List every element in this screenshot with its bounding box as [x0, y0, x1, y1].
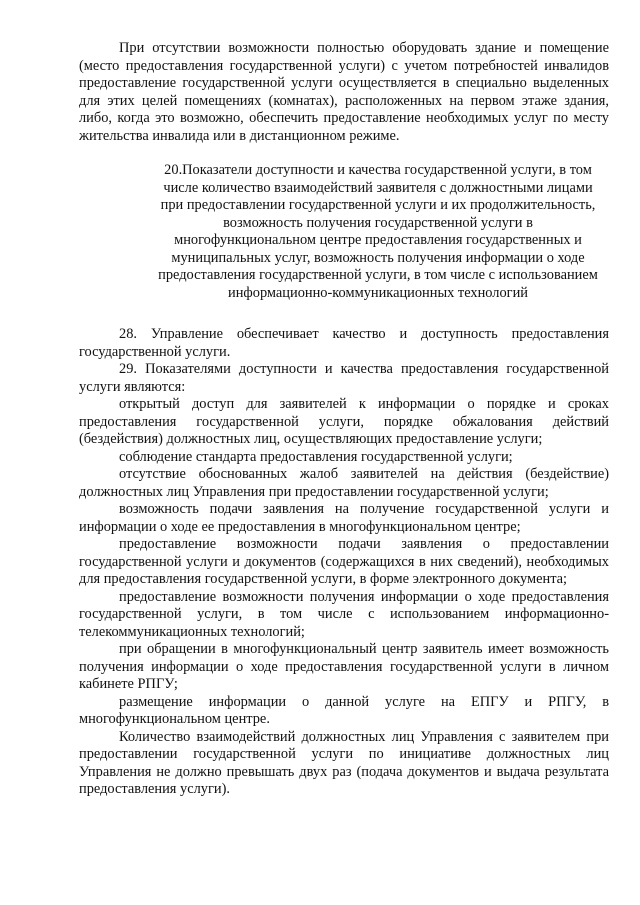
list-item: предоставление возможности получения информации о ходе предоставления государственной услуги, в том числе с использованием информационно-телекоммуникационных технологий;	[79, 588, 609, 640]
list-item: размещение информации о данной услуге на ЕПГУ и РПГУ, в многофункциональном центре.	[79, 693, 609, 727]
list-item: открытый доступ для заявителей к информации о порядке и сроках предоставления государственной услуги, порядке обжалования действий (бездействия) должностных лиц, осуществляющих предоставление услуги;	[79, 396, 609, 447]
list-item: отсутствие обоснованных жалоб заявителей на действия (бездействие) должностных лиц Управления при предоставлении государственной услуги;	[79, 466, 609, 500]
item-29: 29. Показателями доступности и качества предоставления государственной услуги являются:	[79, 361, 609, 395]
closing-paragraph: Количество взаимодействий должностных лиц Управления с заявителем при предоставлении государственной услуги по инициативе должностных лиц Управления не должно превышать двух раз (подача документов и выдача результата предоставления услуги).	[79, 728, 609, 797]
intro-paragraph: При отсутствии возможности полностью оборудовать здание и помещение (место предоставления государственной услуги) с учетом потребностей инвалидов предоставление государственной услуги осуществляется в специально выделенных для этих целей помещениях (комнатах), расположенных на первом этаже здания, либо, когда это возможно, обеспечить предоставление необходимых услуг по месту жительства инвалида или в дистанционном режиме.	[79, 40, 609, 144]
document-page	[79, 40, 609, 799]
list-item: возможность подачи заявления на получение государственной услуги и информации о ходе ее предоставления в многофункциональном центре;	[79, 501, 609, 535]
list-item: предоставление возможности подачи заявления о предоставлении государственной услуги и документов (содержащихся в них сведений), необходимых для предоставления государственной услуги, в форме электронного документа;	[79, 536, 609, 587]
list-item: при обращении в многофункциональный центр заявитель имеет возможность получения информации о ходе предоставления государственной услуги в личном кабинете РПГУ;	[79, 641, 609, 692]
list-item: соблюдение стандарта предоставления государственной услуги;	[119, 448, 513, 465]
indicators-list	[79, 396, 609, 729]
item-28: 28. Управление обеспечивает качество и доступность предоставления государственной услуги.	[79, 326, 609, 360]
section-heading: 20.Показатели доступности и качества государственной услуги, в том числе количество взаимодействий заявителя с должностными лицами при предоставлении государственной услуги и их продолжительность, возможность получения государственной услуги в многофункциональном центре предоставления государственных и муниципальных услуг, возможность получения информации о ходе предоставления государственной услуги, в том числе с использованием информационно-коммуникационных технологий	[158, 162, 598, 301]
spacer	[79, 302, 609, 326]
